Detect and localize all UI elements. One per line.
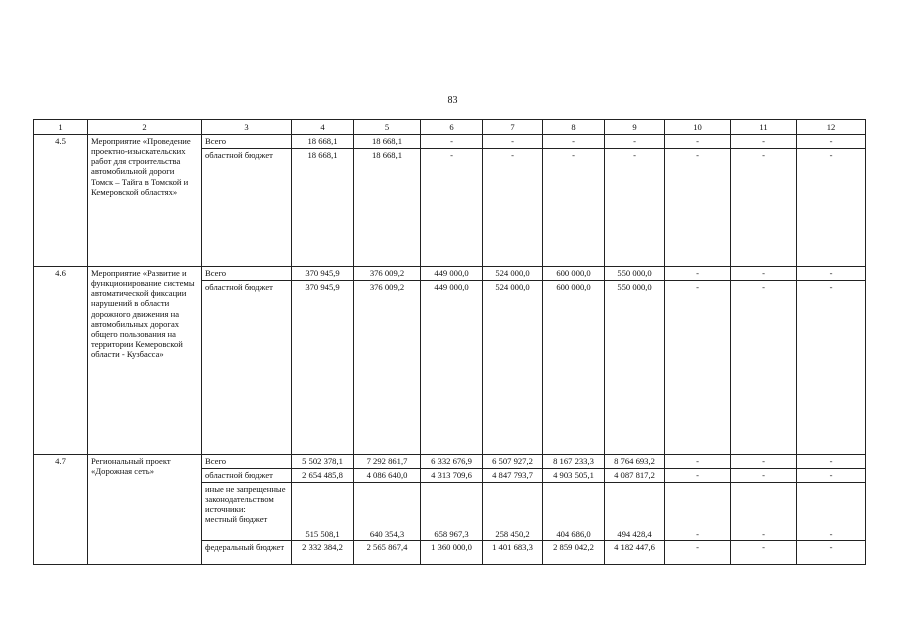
- value-cell: 376 009,2: [354, 281, 421, 455]
- value-cell: 524 000,0: [483, 267, 543, 281]
- column-header: 4: [292, 120, 354, 135]
- value-cell: -: [731, 149, 797, 267]
- table-row: [34, 135, 866, 149]
- value-cell: -: [797, 149, 866, 267]
- value-cell: 18 668,1: [354, 135, 421, 149]
- value-cell: 4 087 817,2: [605, 469, 665, 483]
- funding-source: федеральный бюджет: [202, 541, 292, 565]
- value-cell: 524 000,0: [483, 281, 543, 455]
- value-cell: 4 086 640,0: [354, 469, 421, 483]
- value-cell: -: [731, 455, 797, 469]
- value-cell: -: [797, 483, 866, 541]
- value-cell: 18 668,1: [292, 135, 354, 149]
- header-row: [34, 120, 866, 135]
- value-cell: -: [797, 455, 866, 469]
- value-cell: 2 654 485,8: [292, 469, 354, 483]
- budget-table: [33, 119, 866, 565]
- value-cell: 1 401 683,3: [483, 541, 543, 565]
- funding-source: Всего: [202, 135, 292, 149]
- value-cell: 449 000,0: [421, 267, 483, 281]
- value-cell: -: [731, 483, 797, 541]
- column-header: 1: [34, 120, 88, 135]
- column-header: 5: [354, 120, 421, 135]
- value-cell: 404 686,0: [543, 483, 605, 541]
- value-cell: -: [731, 541, 797, 565]
- value-cell: -: [797, 281, 866, 455]
- value-cell: 658 967,3: [421, 483, 483, 541]
- page-number: 83: [447, 95, 458, 106]
- value-cell: -: [483, 135, 543, 149]
- value-cell: -: [665, 149, 731, 267]
- value-cell: 6 507 927,2: [483, 455, 543, 469]
- value-cell: 370 945,9: [292, 267, 354, 281]
- value-cell: -: [665, 267, 731, 281]
- value-cell: 18 668,1: [292, 149, 354, 267]
- value-cell: 600 000,0: [543, 281, 605, 455]
- column-header: 3: [202, 120, 292, 135]
- value-cell: -: [797, 267, 866, 281]
- column-header: 11: [731, 120, 797, 135]
- row-name: Региональный проект «Дорожная сеть»: [88, 455, 202, 565]
- row-code: 4.5: [34, 135, 88, 267]
- value-cell: 2 859 042,2: [543, 541, 605, 565]
- value-cell: 8 167 233,3: [543, 455, 605, 469]
- value-cell: 8 764 693,2: [605, 455, 665, 469]
- value-cell: -: [543, 149, 605, 267]
- value-cell: -: [665, 469, 731, 483]
- column-header: 8: [543, 120, 605, 135]
- value-cell: 600 000,0: [543, 267, 605, 281]
- table-row: [34, 455, 866, 469]
- value-cell: -: [665, 483, 731, 541]
- value-cell: 550 000,0: [605, 281, 665, 455]
- funding-source-note: иные не запрещенные законодательством источники:: [205, 484, 286, 515]
- funding-source: [202, 483, 292, 541]
- value-cell: 2 565 867,4: [354, 541, 421, 565]
- value-cell: -: [605, 149, 665, 267]
- value-cell: -: [421, 149, 483, 267]
- value-cell: 550 000,0: [605, 267, 665, 281]
- value-cell: -: [731, 469, 797, 483]
- table-row: [34, 267, 866, 281]
- value-cell: -: [731, 135, 797, 149]
- value-cell: 258 450,2: [483, 483, 543, 541]
- value-cell: -: [731, 267, 797, 281]
- value-cell: -: [731, 281, 797, 455]
- column-header: 2: [88, 120, 202, 135]
- value-cell: -: [605, 135, 665, 149]
- funding-source: Всего: [202, 455, 292, 469]
- row-code: 4.7: [34, 455, 88, 565]
- value-cell: -: [797, 469, 866, 483]
- column-header: 6: [421, 120, 483, 135]
- funding-source: Всего: [202, 267, 292, 281]
- value-cell: 449 000,0: [421, 281, 483, 455]
- column-header: 7: [483, 120, 543, 135]
- value-cell: 640 354,3: [354, 483, 421, 541]
- value-cell: 1 360 000,0: [421, 541, 483, 565]
- row-name: Мероприятие «Развитие и функционирование системы автоматической фиксации нарушений в области дорожного движения на автомобильных дорогах общего пользования на территории Кемеровской области - Кузбасса»: [88, 267, 202, 455]
- value-cell: -: [543, 135, 605, 149]
- value-cell: 5 502 378,1: [292, 455, 354, 469]
- value-cell: -: [665, 135, 731, 149]
- row-name: Мероприятие «Проведение проектно-изыскательских работ для строительства автомобильной дороги Томск – Тайга в Томской и Кемеровской областях»: [88, 135, 202, 267]
- value-cell: 376 009,2: [354, 267, 421, 281]
- value-cell: -: [797, 541, 866, 565]
- value-cell: 2 332 384,2: [292, 541, 354, 565]
- value-cell: -: [797, 135, 866, 149]
- funding-source: областной бюджет: [202, 149, 292, 267]
- value-cell: -: [483, 149, 543, 267]
- column-header: 10: [665, 120, 731, 135]
- funding-source-local: местный бюджет: [205, 514, 268, 525]
- value-cell: -: [665, 455, 731, 469]
- value-cell: -: [421, 135, 483, 149]
- value-cell: -: [665, 541, 731, 565]
- value-cell: 4 182 447,6: [605, 541, 665, 565]
- funding-source: областной бюджет: [202, 281, 292, 455]
- value-cell: 515 508,1: [292, 483, 354, 541]
- value-cell: 6 332 676,9: [421, 455, 483, 469]
- column-header: 9: [605, 120, 665, 135]
- value-cell: 370 945,9: [292, 281, 354, 455]
- value-cell: 494 428,4: [605, 483, 665, 541]
- row-code: 4.6: [34, 267, 88, 455]
- value-cell: 4 903 505,1: [543, 469, 605, 483]
- value-cell: -: [665, 281, 731, 455]
- value-cell: 7 292 861,7: [354, 455, 421, 469]
- value-cell: 4 313 709,6: [421, 469, 483, 483]
- value-cell: 4 847 793,7: [483, 469, 543, 483]
- column-header: 12: [797, 120, 866, 135]
- funding-source: областной бюджет: [202, 469, 292, 483]
- value-cell: 18 668,1: [354, 149, 421, 267]
